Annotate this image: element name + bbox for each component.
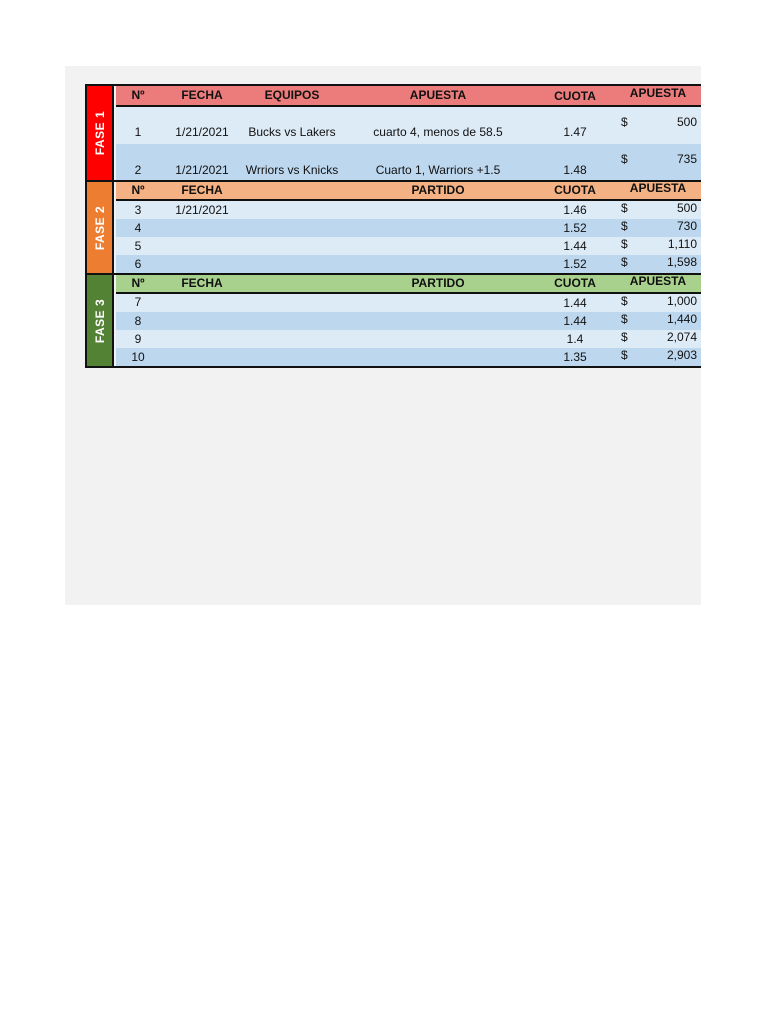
cell-apuesta: cuarto 4, menos de 58.5 (373, 125, 503, 139)
cell-num: 1 (134, 125, 142, 139)
currency-symbol: $ (621, 201, 628, 215)
currency-symbol: $ (621, 330, 628, 344)
cell-monto: 2,903 (666, 348, 697, 362)
cell-monto: 1,440 (666, 312, 697, 326)
header-cuota: CUOTA (554, 276, 596, 290)
betting-table (85, 84, 701, 368)
header-partido: PARTIDO (411, 276, 465, 290)
currency-symbol: $ (621, 237, 628, 251)
cell-fecha: 1/21/2021 (175, 203, 229, 217)
cell-cuota: 1.4 (566, 332, 584, 346)
phase-1-block (85, 84, 701, 180)
header-monto: APUESTA (629, 86, 687, 100)
cell-cuota: 1.46 (563, 203, 587, 217)
table-row (116, 348, 701, 366)
header-cuota: CUOTA (554, 89, 596, 103)
header-fecha: FECHA (181, 183, 223, 197)
cell-monto: 1,598 (666, 255, 697, 269)
currency-symbol: $ (621, 219, 628, 233)
cell-num: 10 (131, 350, 145, 364)
cell-num: 6 (134, 257, 142, 271)
table-row (116, 312, 701, 330)
table-row (116, 219, 701, 237)
cell-monto: 1,000 (666, 294, 697, 308)
currency-symbol: $ (621, 115, 628, 129)
cell-num: 9 (134, 332, 142, 346)
cell-num: 5 (134, 239, 142, 253)
cell-monto: 1,110 (667, 237, 697, 251)
header-num: Nº (131, 88, 145, 102)
cell-fecha: 1/21/2021 (175, 163, 229, 177)
currency-symbol: $ (621, 294, 628, 308)
phase-2-header-row (116, 182, 701, 201)
cell-monto: 2,074 (666, 330, 697, 344)
header-fecha: FECHA (181, 276, 223, 290)
header-fecha: FECHA (181, 88, 223, 102)
table-row (116, 237, 701, 255)
cell-num: 8 (134, 314, 142, 328)
table-row (116, 255, 701, 273)
header-monto: APUESTA (629, 274, 687, 288)
cell-apuesta: Cuarto 1, Warriors +1.5 (375, 163, 501, 177)
cell-cuota: 1.52 (563, 257, 587, 271)
header-apuesta: APUESTA (409, 88, 467, 102)
header-num: Nº (131, 276, 145, 290)
spreadsheet-area (65, 66, 701, 605)
cell-fecha: 1/21/2021 (175, 125, 229, 139)
cell-monto: 500 (676, 115, 697, 129)
phase-3-label: FASE 3 (92, 298, 107, 343)
cell-monto: 730 (676, 219, 697, 233)
currency-symbol: $ (621, 255, 628, 269)
header-partido: PARTIDO (411, 183, 465, 197)
phase-1-label: FASE 1 (92, 110, 107, 156)
phase-2-label: FASE 2 (92, 205, 107, 250)
currency-symbol: $ (621, 152, 628, 166)
cell-cuota: 1.44 (563, 314, 587, 328)
cell-num: 3 (134, 203, 142, 217)
cell-monto: 500 (676, 201, 697, 215)
cell-num: 2 (134, 163, 142, 177)
cell-equipos: Wrriors vs Knicks (245, 163, 339, 177)
table-row (116, 330, 701, 348)
header-equipos: EQUIPOS (264, 88, 320, 102)
phase-3-block (85, 273, 701, 368)
table-row (116, 201, 701, 219)
cell-cuota: 1.52 (563, 221, 587, 235)
cell-cuota: 1.44 (563, 296, 587, 310)
phase-2-block (85, 180, 701, 273)
cell-cuota: 1.47 (563, 125, 587, 139)
cell-equipos: Bucks vs Lakers (248, 125, 336, 139)
cell-monto: 735 (676, 152, 697, 166)
cell-cuota: 1.35 (563, 350, 587, 364)
currency-symbol: $ (621, 312, 628, 326)
cell-num: 4 (134, 221, 142, 235)
cell-cuota: 1.44 (563, 239, 587, 253)
header-monto: APUESTA (629, 181, 687, 195)
table-row (116, 107, 701, 144)
phase-1-label-cell (85, 86, 114, 180)
phase-2-label-cell (85, 182, 114, 273)
phase-3-header-row (116, 275, 701, 294)
phase-3-label-cell (85, 275, 114, 366)
cell-num: 7 (134, 295, 142, 309)
table-row (116, 294, 701, 312)
cell-cuota: 1.48 (563, 163, 587, 177)
currency-symbol: $ (621, 348, 628, 362)
header-cuota: CUOTA (554, 183, 596, 197)
phase-1-header-row (116, 86, 701, 107)
table-row (116, 144, 701, 180)
header-num: Nº (131, 183, 145, 197)
